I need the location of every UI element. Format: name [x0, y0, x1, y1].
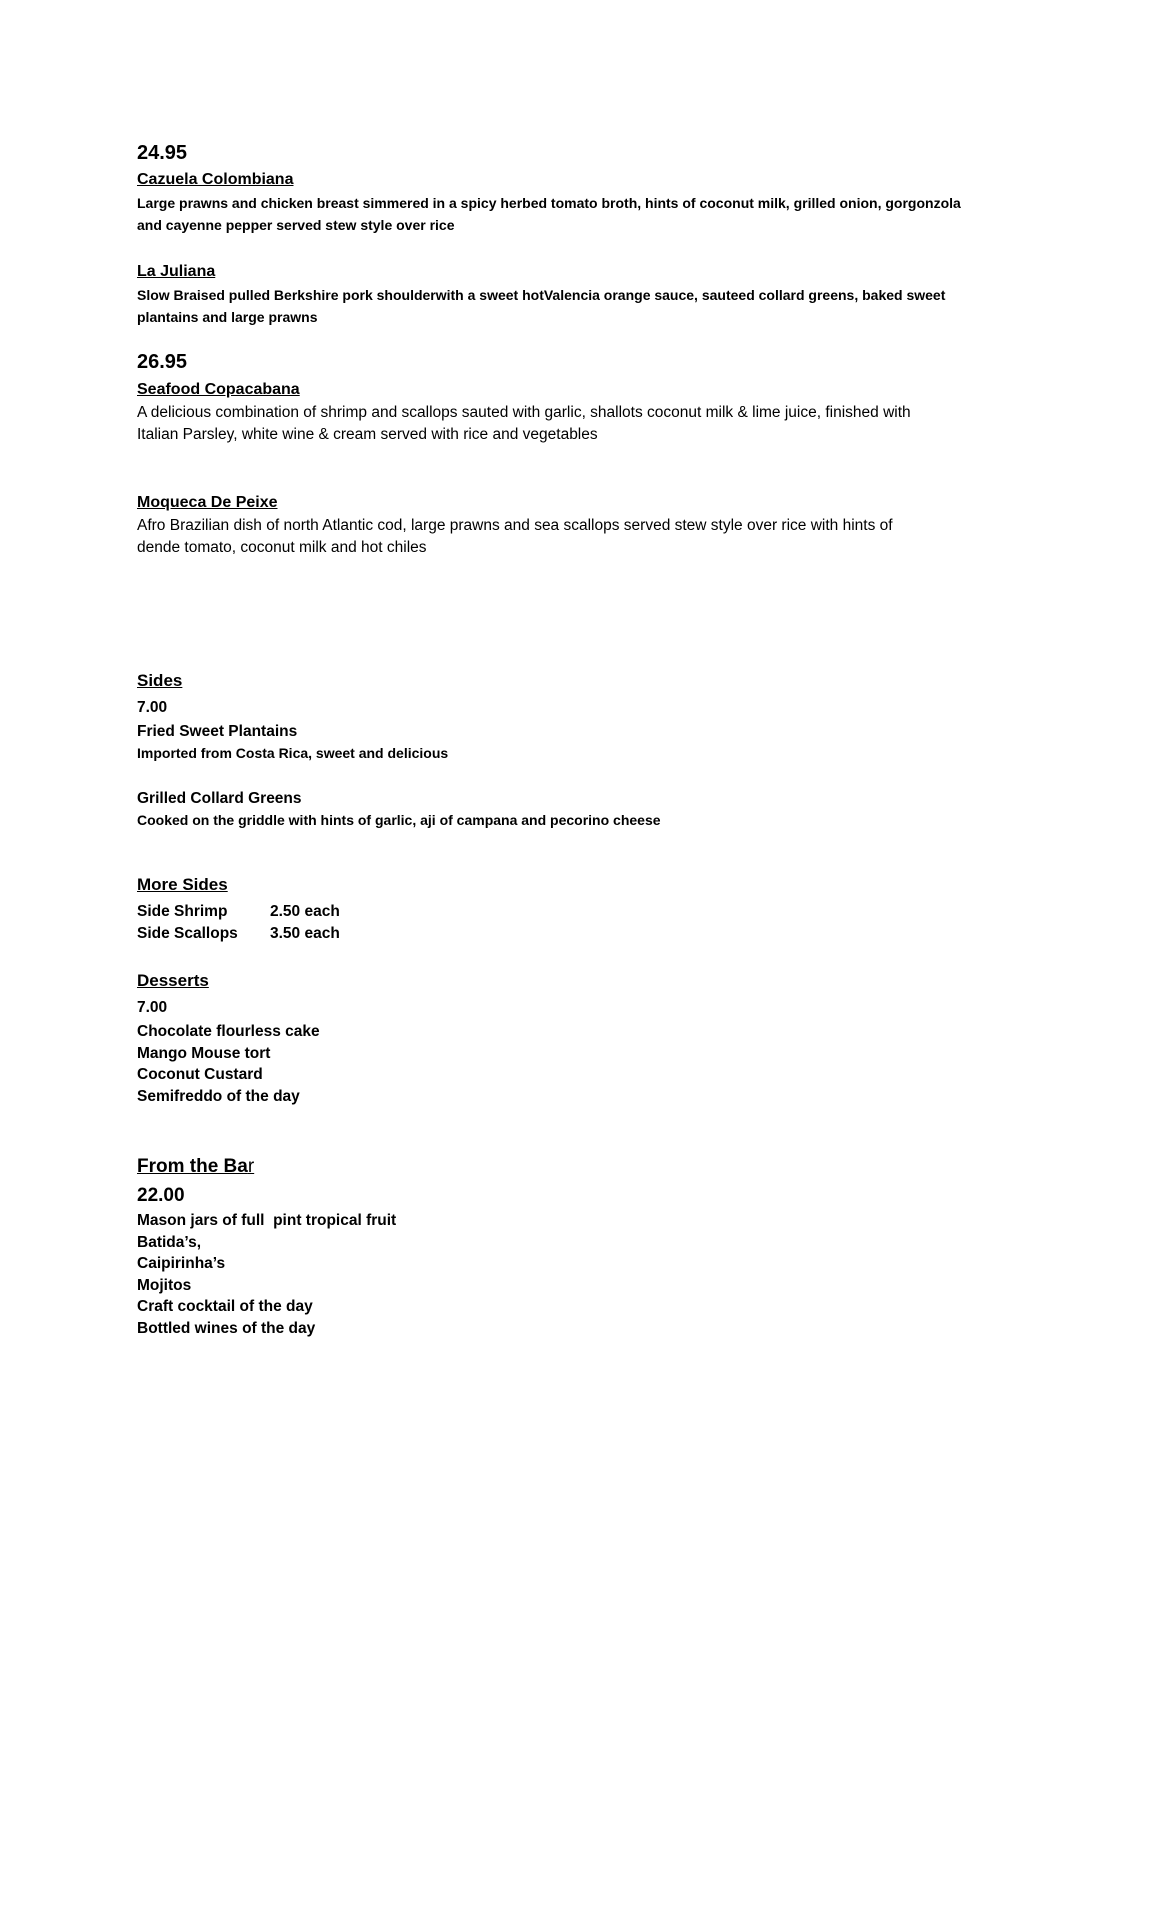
dessert-item: Mango Mouse tort	[137, 1044, 271, 1062]
section-heading-sides: Sides	[137, 671, 183, 690]
bar-item: Caipirinha’s	[137, 1255, 226, 1272]
dish-name-cazuela-colombiana: Cazuela Colombiana	[137, 171, 294, 188]
side-name-grilled-collard-greens: Grilled Collard Greens	[137, 790, 302, 807]
bar-price: 22.00	[137, 1185, 185, 1206]
dessert-item: Chocolate flourless cake	[137, 1023, 320, 1040]
desserts-price: 7.00	[137, 999, 168, 1016]
more-side-price: 3.50 each	[270, 925, 340, 942]
side-description: Cooked on the griddle with hints of garlic, aji of campana and pecorino cheese	[137, 812, 661, 828]
dish-name-moqueca-de-peixe: Moqueca De Peixe	[137, 494, 278, 511]
bar-heading-bold-part: From the Ba	[137, 1156, 248, 1177]
bar-item: Bottled wines of the day	[137, 1319, 316, 1337]
dish-description: A delicious combination of shrimp and scallops sauted with garlic, shallots coconut milk & lime juice, finished with Italian Parsley, white wine & cream served with rice and vegetables	[137, 404, 911, 443]
dish-name-la-juliana: La Juliana	[137, 263, 216, 280]
more-side-price: 2.50 each	[270, 903, 340, 920]
more-sides-row	[137, 923, 1000, 945]
dessert-item: Coconut Custard	[137, 1066, 263, 1083]
section-heading-from-the-bar	[137, 1154, 254, 1180]
sides-price: 7.00	[137, 699, 168, 716]
bar-item: Batida’s,	[137, 1233, 202, 1251]
bar-heading-light-part: r	[247, 1156, 255, 1177]
price-group-heading: 26.95	[137, 351, 188, 373]
side-description: Imported from Costa Rica, sweet and delicious	[137, 745, 449, 761]
more-sides-row	[137, 901, 1000, 923]
more-side-name: Side Scallops	[137, 925, 238, 942]
dish-name-seafood-copacabana: Seafood Copacabana	[137, 381, 300, 398]
bar-item: Craft cocktail of the day	[137, 1298, 313, 1315]
more-side-name: Side Shrimp	[137, 903, 228, 920]
bar-item: Mojitos	[137, 1276, 192, 1294]
dish-description: Slow Braised pulled Berkshire pork shoulderwith a sweet hotValencia orange sauce, sauteed collard greens, baked sweet plantains and large prawns	[137, 287, 946, 325]
bar-item: Mason jars of full pint tropical fruit	[137, 1212, 397, 1229]
dessert-item: Semifreddo of the day	[137, 1087, 300, 1105]
dish-description: Large prawns and chicken breast simmered in a spicy herbed tomato broth, hints of coconut milk, grilled onion, gorgonzola and cayenne pepper served stew style over rice	[137, 195, 961, 233]
side-name-fried-sweet-plantains: Fried Sweet Plantains	[137, 723, 298, 740]
price-group-heading: 24.95	[137, 142, 188, 164]
section-heading-desserts: Desserts	[137, 971, 209, 990]
dish-description: Afro Brazilian dish of north Atlantic cod, large prawns and sea scallops served stew style over rice with hints of dende tomato, coconut milk and hot chiles	[137, 517, 893, 556]
section-heading-more-sides: More Sides	[137, 875, 228, 894]
